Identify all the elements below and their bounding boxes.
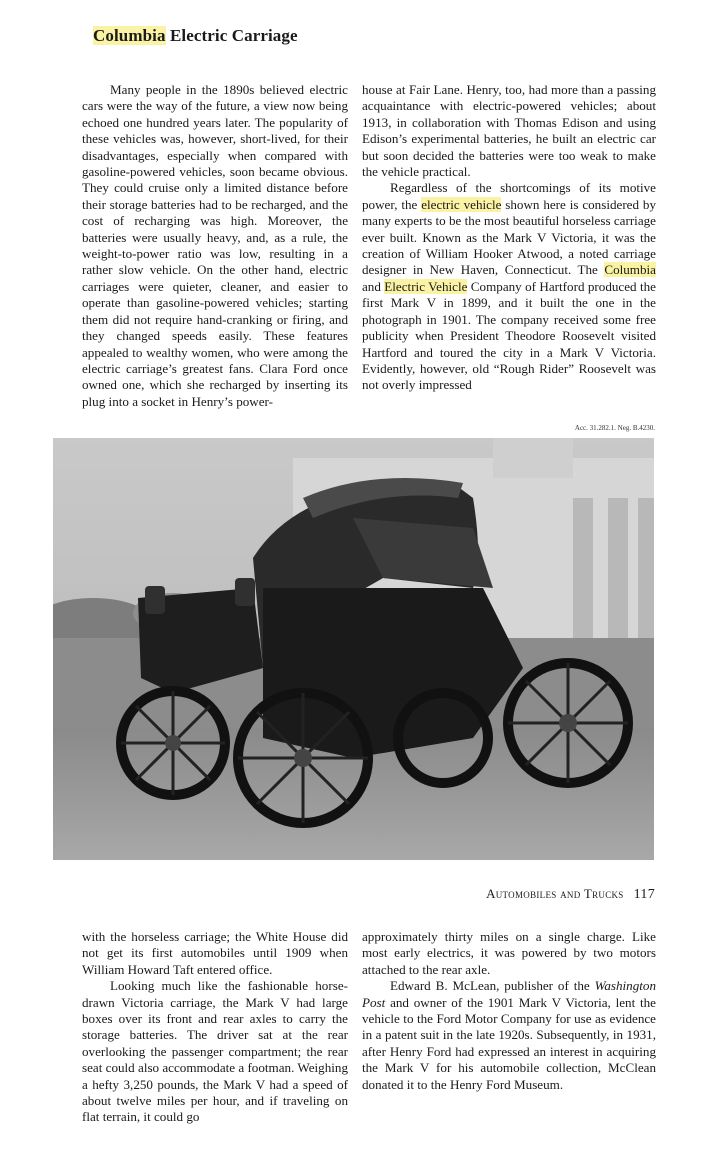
carriage-photo	[53, 438, 654, 860]
highlight-columbia: Columbia	[604, 262, 656, 278]
highlight-electric-vehicle-company: Electric Vehicle	[384, 278, 468, 294]
top-right-column	[362, 82, 656, 394]
paragraph: Looking much like the fashionable horse-drawn Victoria carriage, the Mark V had large boxes over its front and rear axles to carry the storage batteries. The driver sat at the rear overlooking the passenger compartment; the rear seat could also accommodate a footman. Weighing a hefty 3,250 pounds, the Mark V had a speed of about twelve miles per hour, and if traveling on flat terrain, it could go	[82, 978, 348, 1125]
running-head	[486, 886, 655, 903]
title-highlight: Columbia	[93, 26, 166, 45]
paragraph: Many people in the 1890s believed electric cars were the way of the future, a view now being echoed one hundred years later. The popularity of these vehicles was, however, short-lived, for their disadvantages, especially when compared with gasoline-powered vehicles, soon became obvious. They could cruise only a limited distance before their storage batteries had to be recharged, and the cost of recharging was high. Moreover, the batteries were usually heavy, and, as a rule, the weight-to-power ratio was low, resulting in a rather slow vehicle. On the other hand, electric carriages were quieter, cleaner, and easier to operate than gasoline-powered vehicles; starting them did not require hand-cranking or firing, and they changed speeds easily. These features appealed to wealthy women, who were among the electric carriage’s greatest fans. Clara Ford once owned one, which she recharged by inserting its plug into a socket in Henry’s power-	[82, 82, 348, 409]
paragraph: house at Fair Lane. Henry, too, had more than a passing acquaintance with electric-powered vehicles; about 1913, in collaboration with Thomas Edison and using Edison’s experimental batteries, he built an electric car but soon decided the batteries were too weak to make the vehicle practical.	[362, 82, 656, 180]
page-title	[93, 26, 298, 46]
bottom-right-column	[362, 929, 656, 1093]
title-rest: Electric Carriage	[165, 26, 298, 45]
paragraph: Edward B. McLean, publisher of the Washington Post and owner of the 1901 Mark V Victoria, lent the vehicle to the Ford Motor Company for use as evidence in a patent suit in the late 1920s. Subsequently, in 1931, after Henry Ford had expressed an interest in acquiring the Mark V for his automobile collection, McClean donated it to the Henry Ford Museum.	[362, 978, 656, 1092]
paragraph: Regardless of the shortcomings of its motive power, the electric vehicle shown here is considered by many experts to be the most beautiful horseless carriage ever built. Known as the Mark V Victoria, it was the creation of William Hooker Atwood, a noted carriage designer in New Haven, Connecticut. The Columbia and Electric Vehicle Company of Hartford produced the first Mark V in 1899, and it built the one in the photograph in 1901. The company received some free publicity when President Theodore Roosevelt visited Hartford and toured the city in a Mark V Victoria. Evidently, however, old “Rough Rider” Roosevelt was not overly impressed	[362, 180, 656, 393]
top-left-column	[82, 82, 348, 410]
carriage-illustration	[53, 438, 654, 860]
paragraph: with the horseless carriage; the White House did not get its first automobiles until 1909 when William Howard Taft entered office.	[82, 929, 348, 977]
italic-newspaper-name: Washington Post	[362, 978, 656, 1010]
paragraph: approximately thirty miles on a single charge. Like most early electrics, it was powered by two motors attached to the rear axle.	[362, 929, 656, 977]
photo-credit: Acc. 31.282.1. Neg. B.4230.	[574, 424, 655, 432]
bottom-left-column	[82, 929, 348, 1126]
highlight-electric-vehicle: electric vehicle	[421, 196, 502, 212]
section-name: Automobiles and Trucks	[486, 886, 624, 901]
page-number: 117	[633, 887, 655, 902]
